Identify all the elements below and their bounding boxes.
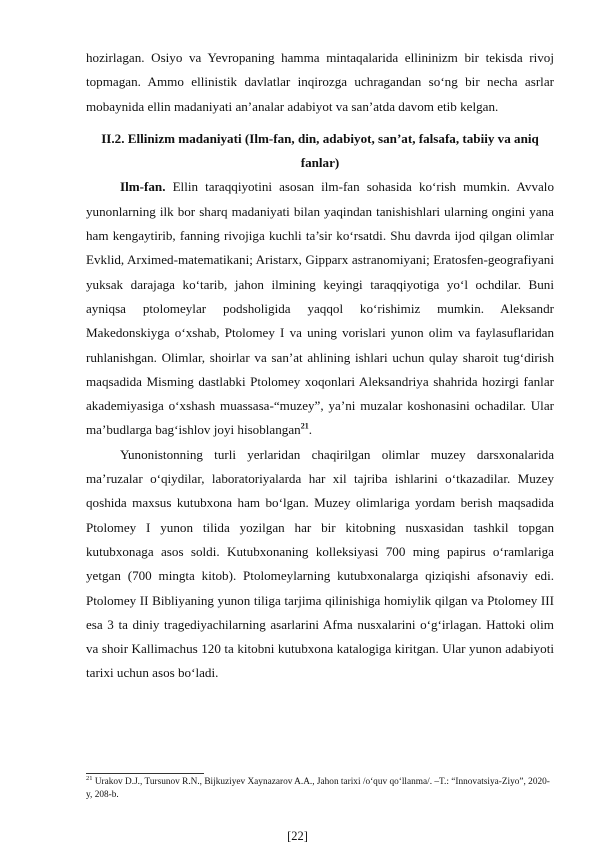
footnote-number: 21	[86, 774, 93, 782]
paragraph-science-end: .	[308, 422, 312, 438]
footnote-reference[interactable]: 21	[300, 422, 309, 432]
paragraph-continuation: hozirlagan. Osiyo va Yevropaning hamma mintaqalarida ellininizm bir tekisda rivoj topmagan. Ammo ellinistik davlatlar inqirozga uchragandan so‘ng bir necha asrlar mobaynida ellin madaniyati an’analar adabiyot va san’atda davom etib kelgan.	[86, 50, 554, 114]
footnote-text: Urakov D.J., Tursunov R.N., Bijkuziyev Xaynazarov A.A., Jahon tarixi /o‘quv qo‘llanma/. –T.: “Innovatsiya-Ziyo”, 2020-y, 208-b.	[86, 777, 550, 800]
footnote-divider	[86, 773, 204, 774]
section-heading: II.2. Ellinizm madaniyati (Ilm-fan, din, adabiyot, san’at, falsafa, tabiiy va aniq fanlar)	[101, 130, 539, 171]
paragraph-science-text: Ellin taraqqiyotini asosan ilm-fan sohasida ko‘rish mumkin. Avvalo yunonlarning ilk bor sharq madaniyati bilan yaqindan tanishishlari ularning ongini yana ham kengaytirib, fanning rivojiga kuchli ta’sir ko‘rsatdi. Shu davrda ijod qilgan olimlar Evklid, Arximed-matematikani; Aristarx, Gipparx astranomiyani; Eratosfen-geografiyani yuksak darajaga ko‘tarib, jahon ilmining keyingi taraqqiyotiga yo‘l ochdilar. Buni ayniqsa ptolomeylar podsholigida yaqqol ko‘rishimiz mumkin. Aleksandr Makedonskiyga o‘xshab, Ptolomey I va uning vorislari yunon olim va faylasuflaridan ruhlanishgan. Olimlar, shoirlar va san’at ahlining ishlari uchun qulay sharoit tug‘dirish maqsadida Misming dastlabki Ptolomey xoqonlari Aleksandriya shahrida hozirgi fanlar akademiyasiga o‘xshash muassasa-“muzey”, ya’ni muzalar koshonasini ochadilar. Ular ma’budlarga bag‘ishlov joyi hisoblangan	[86, 179, 554, 438]
page-number: [22]	[287, 829, 308, 843]
paragraph-lead: Ilm-fan.	[120, 179, 166, 195]
paragraph-library: Yunonistonning turli yerlaridan chaqirilgan olimlar muzey darsxonalarida ma’ruzalar o‘qiydilar, laboratoriyalarda har xil tajriba ishlarini o‘tkazadilar. Muzey qoshida maxsus kutubxona ham bo‘lgan. Muzey olimlariga yordam berish maqsadida Ptolomey I yunon tilida yozilgan har bir kitobning nusxasidan tashkil topgan kutubxonaga asos soldi. Kutubxonaning kolleksiyasi 700 ming papirus o‘ramlariga yetgan (700 mingta kitob). Ptolomeylarning kutubxonalarga qiziqishi afsonaviy edi. Ptolomey II Bibliyaning yunon tiliga tarjima qilinishiga homiylik qilgan va Ptolomey III esa 3 ta diniy tragediyachilarning asarlarini Afma nusxalarini o‘g‘irlagan. Hattoki olim va shoir Kallimachus 120 ta kitobni kutubxona katalogiga kiritgan. Ular yunon adabiyoti tarixi uchun asos bo‘ladi.	[86, 446, 554, 681]
footnote	[86, 776, 554, 802]
document-page	[86, 46, 554, 686]
paragraph-science	[86, 175, 554, 442]
